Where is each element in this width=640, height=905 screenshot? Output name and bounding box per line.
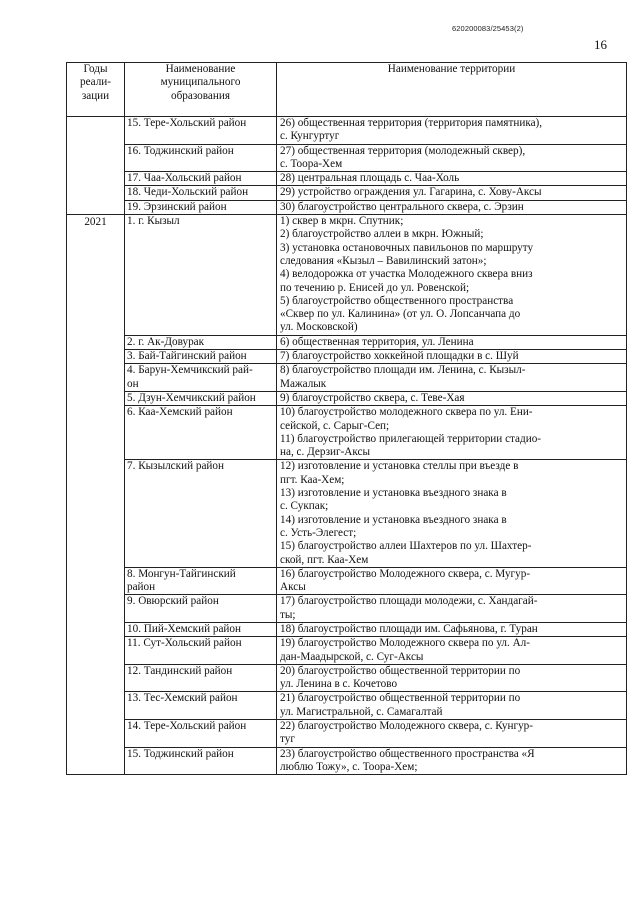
territories-table	[66, 62, 627, 775]
table-row	[67, 747, 627, 775]
year-cell: 2021	[67, 215, 125, 775]
territory-cell: 7) благоустройство хоккейной площадки в с. Шуй	[277, 350, 627, 364]
table-row	[67, 460, 627, 567]
municipality-cell: 15. Тоджинский район	[125, 747, 277, 775]
territory-cell: 17) благоустройство площади молодежи, с. Хандагай- ты;	[277, 595, 627, 623]
municipality-cell: 6. Каа-Хемский район	[125, 406, 277, 460]
table-row	[67, 186, 627, 200]
municipality-cell: 17. Чаа-Хольский район	[125, 172, 277, 186]
table-row	[67, 364, 627, 392]
territory-cell: 21) благоустройство общественной территории по ул. Магистральной, с. Самагалтай	[277, 692, 627, 720]
municipality-cell: 14. Тере-Хольский район	[125, 720, 277, 748]
table-row	[67, 144, 627, 172]
table-body	[67, 117, 627, 775]
table-row	[67, 172, 627, 186]
municipality-cell: 15. Тере-Хольский район	[125, 117, 277, 145]
table-row	[67, 664, 627, 692]
territory-cell: 26) общественная территория (территория памятника), с. Кунгуртуг	[277, 117, 627, 145]
table-row	[67, 117, 627, 145]
territory-cell: 9) благоустройство сквера, с. Теве-Хая	[277, 391, 627, 405]
municipality-cell: 2. г. Ак-Довурак	[125, 335, 277, 349]
table-row	[67, 335, 627, 349]
municipality-cell: 16. Тоджинский район	[125, 144, 277, 172]
municipality-cell: 9. Овюрский район	[125, 595, 277, 623]
municipality-cell: 8. Монгун-Тайгинский район	[125, 567, 277, 595]
header-territory: Наименование территории	[277, 63, 627, 117]
municipality-cell: 5. Дзун-Хемчикский район	[125, 391, 277, 405]
table-header-row	[67, 63, 627, 117]
municipality-cell: 12. Тандинский район	[125, 664, 277, 692]
territory-cell: 1) сквер в мкрн. Спутник; 2) благоустройство аллеи в мкрн. Южный; 3) установка остановочных павильонов по маршруту следования «Кызыл – Вавилинский затон»; 4) велодорожка от участка Молодежного сквера вниз по течению р. Енисей до ул. Ровенской; 5) благоустройство общественного пространства «Сквер по ул. Калинина» (от ул. О. Лопсанчапа до ул. Московской)	[277, 215, 627, 336]
page-number: 16	[594, 37, 607, 52]
territory-cell: 6) общественная территория, ул. Ленина	[277, 335, 627, 349]
municipality-cell: 11. Сут-Хольский район	[125, 637, 277, 665]
table-row	[67, 595, 627, 623]
table-row	[67, 391, 627, 405]
table-row	[67, 720, 627, 748]
municipality-cell: 19. Эрзинский район	[125, 200, 277, 214]
header-municipality: Наименование муниципального образования	[125, 63, 277, 117]
territory-cell: 29) устройство ограждения ул. Гагарина, с. Хову-Аксы	[277, 186, 627, 200]
table-row	[67, 350, 627, 364]
table-row	[67, 692, 627, 720]
header-years: Годы реали- зации	[67, 63, 125, 117]
territory-cell: 12) изготовление и установка стеллы при въезде в пгт. Каа-Хем; 13) изготовление и установка въездного знака в с. Сукпак; 14) изготовление и установка въездного знака в с. Усть-Элегест; 15) благоустройство аллеи Шахтеров по ул. Шахтер- ской, пгт. Каа-Хем	[277, 460, 627, 567]
territory-cell: 28) центральная площадь с. Чаа-Холь	[277, 172, 627, 186]
territory-cell: 8) благоустройство площади им. Ленина, с. Кызыл- Мажалык	[277, 364, 627, 392]
territory-cell: 18) благоустройство площади им. Сафьянова, г. Туран	[277, 622, 627, 636]
table-row	[67, 622, 627, 636]
table-row	[67, 637, 627, 665]
table-row	[67, 215, 627, 336]
municipality-cell: 13. Тес-Хемский район	[125, 692, 277, 720]
table-row	[67, 200, 627, 214]
territory-cell: 19) благоустройство Молодежного сквера по ул. Ал- дан-Маадырской, с. Суг-Аксы	[277, 637, 627, 665]
territory-cell: 30) благоустройство центрального сквера, с. Эрзин	[277, 200, 627, 214]
table-row	[67, 567, 627, 595]
table-row	[67, 406, 627, 460]
territory-cell: 20) благоустройство общественной территории по ул. Ленина в с. Кочетово	[277, 664, 627, 692]
territory-cell: 22) благоустройство Молодежного сквера, с. Кунгур- туг	[277, 720, 627, 748]
year-cell	[67, 117, 125, 215]
territory-cell: 16) благоустройство Молодежного сквера, с. Мугур- Аксы	[277, 567, 627, 595]
municipality-cell: 1. г. Кызыл	[125, 215, 277, 336]
municipality-cell: 18. Чеди-Хольский район	[125, 186, 277, 200]
municipality-cell: 4. Барун-Хемчикский рай- он	[125, 364, 277, 392]
document-id: 620200083/25453(2)	[452, 24, 524, 33]
municipality-cell: 7. Кызылский район	[125, 460, 277, 567]
territory-cell: 27) общественная территория (молодежный сквер), с. Тоора-Хем	[277, 144, 627, 172]
municipality-cell: 3. Бай-Тайгинский район	[125, 350, 277, 364]
territory-cell: 10) благоустройство молодежного сквера по ул. Ени- сейской, с. Сарыг-Сеп; 11) благоустройство прилегающей территории стадио- на, с. Дерзиг-Аксы	[277, 406, 627, 460]
municipality-cell: 10. Пий-Хемский район	[125, 622, 277, 636]
territory-cell: 23) благоустройство общественного пространства «Я люблю Тожу», с. Тоора-Хем;	[277, 747, 627, 775]
